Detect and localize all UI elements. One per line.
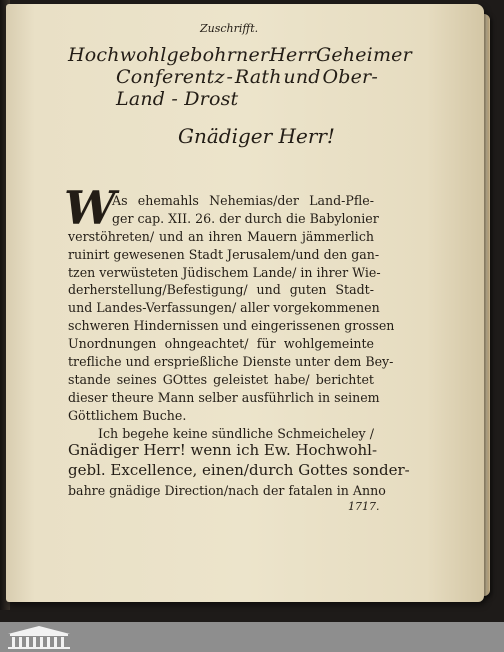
catchword: 1717. bbox=[348, 500, 380, 513]
address-line-3: Land - Drost bbox=[116, 88, 239, 110]
address-word: Geheimer bbox=[315, 44, 412, 66]
drop-cap-initial: W bbox=[64, 181, 116, 235]
text-line: dieser theure Mann selber ausführlich in seinem bbox=[68, 389, 380, 405]
viewer-footer-bar bbox=[0, 622, 504, 652]
text-line: trefliche und ersprießliche Dienste unter dem Bey- bbox=[68, 354, 394, 370]
paragraph-1 bbox=[68, 192, 410, 500]
address-word: Rath bbox=[234, 66, 282, 88]
library-building-logo bbox=[4, 624, 74, 650]
address-line-2 bbox=[116, 66, 378, 88]
text-line: ruinirt gewesenen Stadt Jerusalem/und den gan- bbox=[68, 246, 380, 262]
text-line: und Landes-Verfassungen/ aller vorgekommenen bbox=[68, 300, 380, 316]
text-line: Ich begehe keine sündliche Schmeicheley / bbox=[98, 425, 374, 441]
address-word: - bbox=[226, 66, 234, 88]
address-word: Hochwohlgebohrner bbox=[68, 44, 270, 66]
text-line: tzen verwüsteten Jüdischem Lande/ in ihrer Wie- bbox=[68, 264, 381, 280]
text-line: As ehemahls Nehemias/der Land-Pfle- bbox=[112, 193, 374, 208]
text-line: ger cap. XII. 26. der durch die Babylonier bbox=[112, 210, 379, 226]
text-line: Gnädiger Herr! wenn ich Ew. Hochwohl- bbox=[68, 441, 378, 460]
running-head: Zuschrifft. bbox=[200, 22, 259, 35]
text-line: bahre gnädige Direction/nach der fatalen in Anno bbox=[68, 483, 386, 499]
text-line: stande seines GOttes geleistet habe/ berichtet bbox=[68, 371, 374, 387]
salutation: Gnädiger Herr! bbox=[178, 124, 335, 148]
text-line: verstöhreten/ und an ihren Mauern jämmerlich bbox=[68, 228, 374, 244]
address-word: und bbox=[283, 66, 321, 88]
text-line: derherstellung/Befestigung/ und guten Stadt- bbox=[68, 282, 374, 298]
address-word: Herr bbox=[269, 44, 316, 66]
address-word: Ober- bbox=[322, 66, 378, 88]
text-line: Göttlichem Buche. bbox=[68, 407, 187, 423]
text-line: Unordnungen ohngeachtet/ für wohlgemeinte bbox=[68, 336, 374, 352]
address-word: Conferentz bbox=[116, 66, 225, 88]
text-line: gebl. Excellence, einen/durch Gottes sonder- bbox=[68, 461, 410, 480]
address-line-1 bbox=[68, 44, 412, 66]
text-line: schweren Hindernissen und eingerissenen grossen bbox=[68, 318, 395, 334]
